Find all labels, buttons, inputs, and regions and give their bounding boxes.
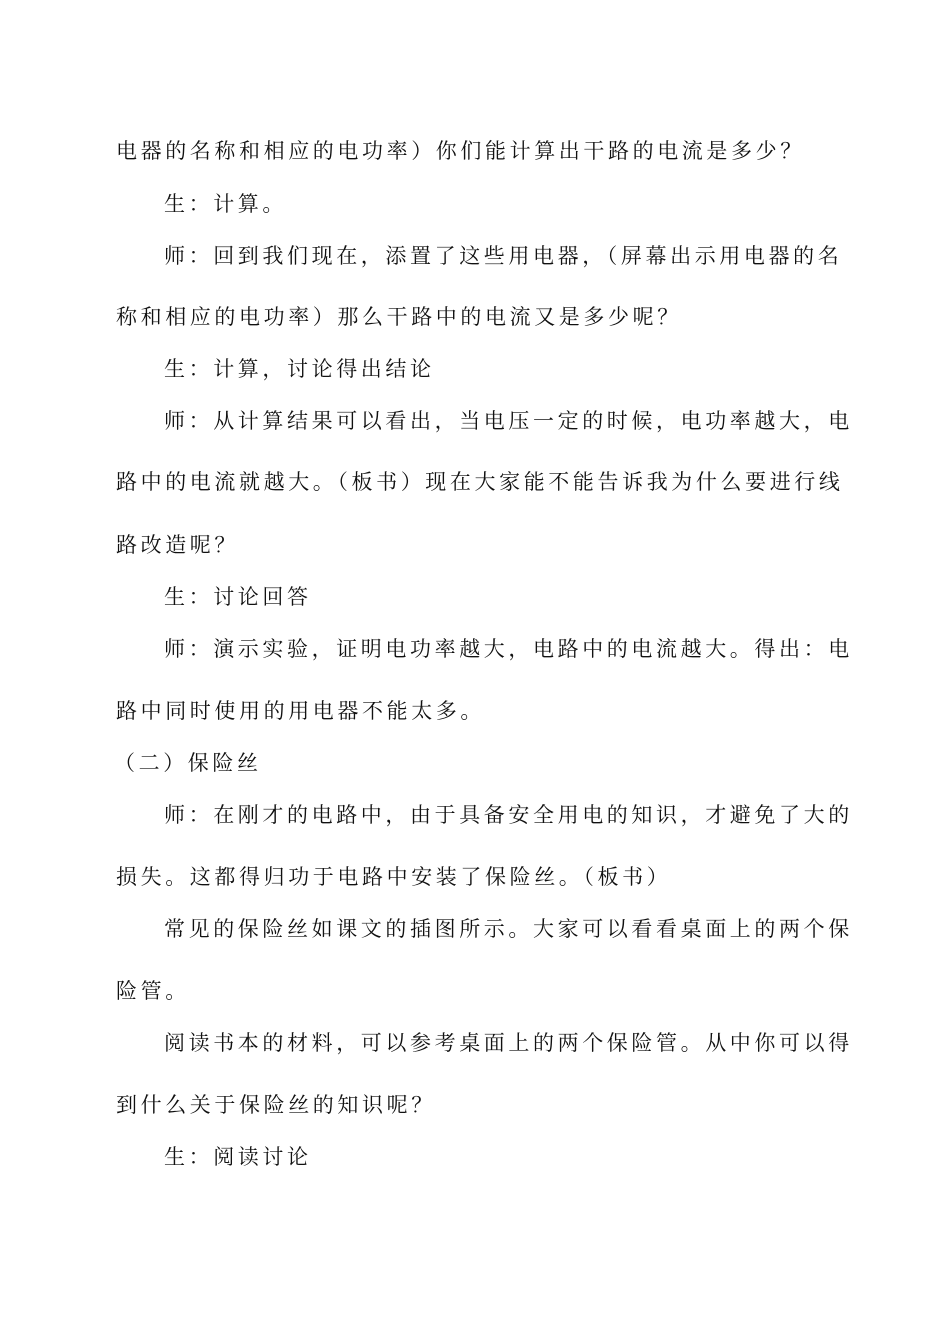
text-line: 生：讨论回答 [164, 585, 312, 609]
text-line: 师：从计算结果可以看出，当电压一定的时候，电功率越大，电 [164, 409, 853, 433]
text-line: 损失。这都得归功于电路中安装了保险丝。（板书） [116, 865, 672, 889]
text-line: 险管。 [116, 979, 190, 1003]
text-line: 路改造呢？ [116, 533, 239, 557]
text-line: 生：计算。 [164, 192, 287, 216]
text-line: 生：阅读讨论 [164, 1145, 312, 1169]
text-line: 路中的电流就越大。（板书）现在大家能不能告诉我为什么要进行线 [116, 470, 844, 494]
section-heading: （二）保险丝 [114, 751, 262, 775]
text-line: 师：回到我们现在，添置了这些用电器，（屏幕出示用电器的名 [164, 244, 843, 268]
text-line: 电器的名称和相应的电功率）你们能计算出干路的电流是多少？ [116, 139, 805, 163]
text-line: 称和相应的电功率）那么干路中的电流又是多少呢？ [116, 305, 682, 329]
text-line: 师：演示实验，证明电功率越大，电路中的电流越大。得出：电 [164, 637, 853, 661]
text-line: 路中同时使用的用电器不能太多。 [116, 699, 485, 723]
text-line: 生：计算，讨论得出结论 [164, 357, 435, 381]
text-line: 师：在刚才的电路中，由于具备安全用电的知识，才避免了大的 [164, 803, 853, 827]
text-line: 阅读书本的材料，可以参考桌面上的两个保险管。从中你可以得 [164, 1031, 853, 1055]
text-line: 常见的保险丝如课文的插图所示。大家可以看看桌面上的两个保 [164, 917, 853, 941]
text-line: 到什么关于保险丝的知识呢？ [116, 1093, 436, 1117]
